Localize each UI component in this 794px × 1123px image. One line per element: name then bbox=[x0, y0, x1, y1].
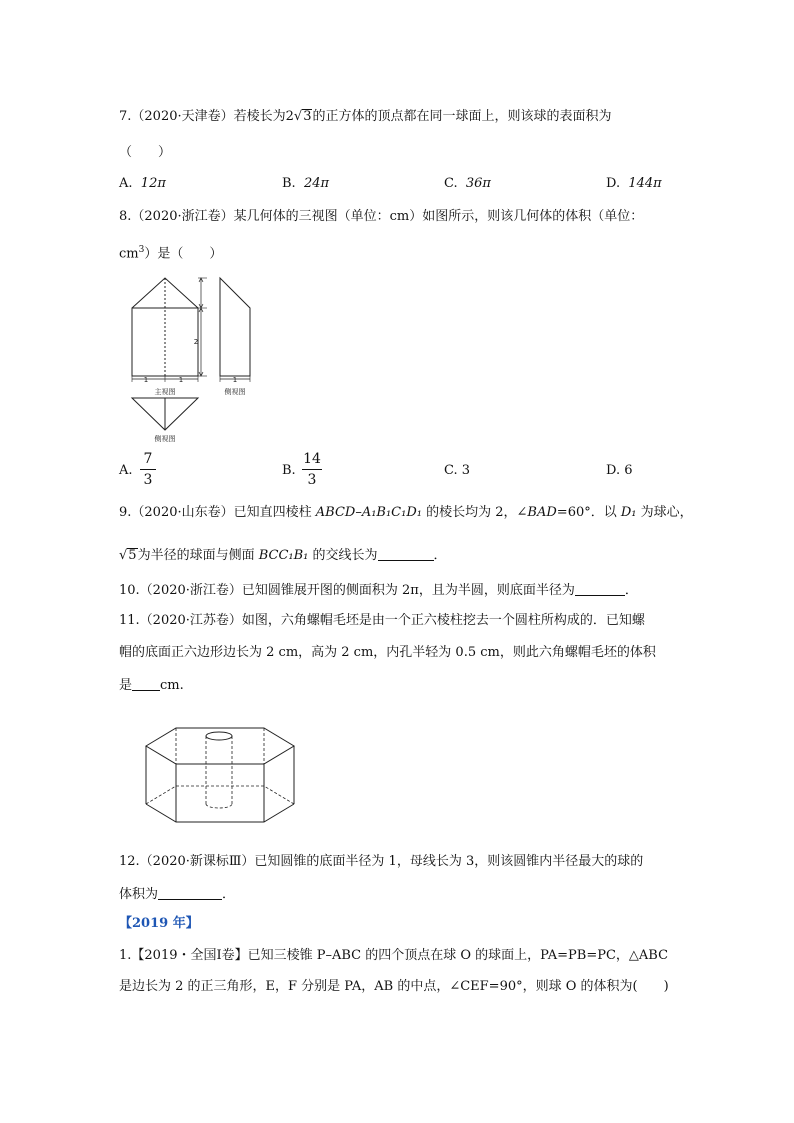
front-view-label: 主视图 bbox=[154, 388, 176, 396]
hex-bottom-hidden bbox=[146, 786, 294, 804]
q8-three-view-figure bbox=[122, 270, 282, 446]
dim-label-2: 2 bbox=[193, 338, 199, 346]
q10-stem: 10.（2020·浙江卷）已知圆锥展开图的侧面积为 2π，且为半圆，则底面半径为 ． bbox=[119, 583, 638, 598]
q11-hex-nut-figure bbox=[140, 722, 300, 834]
cylinder-top-ellipse bbox=[206, 732, 232, 740]
side-view-label: 侧视图 bbox=[224, 388, 246, 396]
hex-top-face bbox=[146, 728, 294, 764]
top-view-label: 侧视图 bbox=[154, 435, 176, 443]
q11-stem-line2: 帽的底面正六边形边长为 2 cm，高为 2 cm，内孔半轻为 0.5 cm，则此六角螺帽毛坯的体积 bbox=[119, 645, 656, 660]
q8-stem-line2: $cm^3$）是（ ） bbox=[119, 245, 223, 262]
q12-stem-line1: 12.（2020·新课标Ⅲ）已知圆锥的底面半径为 1，母线长为 3，则该圆锥内半径最大的球的 bbox=[119, 854, 644, 869]
q12-answer-blank[interactable] bbox=[158, 885, 222, 900]
q1-stem-line2: 是边长为 2 的正三角形，E，F 分别是 PA，AB 的中点，∠CEF=90°，则球 O 的体积为( ) bbox=[119, 979, 669, 994]
q8-option-a-letter[interactable]: A. bbox=[119, 463, 133, 478]
q9-radical-sign: √ bbox=[119, 548, 128, 563]
q9-answer-blank[interactable] bbox=[378, 546, 434, 561]
q8-option-c[interactable]: C. 3 bbox=[444, 463, 471, 478]
q11-stem-line1: 11.（2020·江苏卷）如图，六角螺帽毛坯是由一个正六棱柱挖去一个圆柱所构成的．已知螺 bbox=[119, 613, 645, 628]
dim-label-1b: 1 bbox=[178, 376, 184, 384]
q9-stem-line2: √5为半径的球面与侧面 BCC₁B₁ 的交线长为 ． bbox=[119, 548, 447, 563]
q7-option-c[interactable]: C. 36π bbox=[444, 176, 491, 191]
q9-stem-line1: 9.（2020·山东卷）已知直四棱柱 ABCD–A₁B₁C₁D₁ 的棱长均为 2，∠BAD=60°．以 D₁ 为球心， bbox=[119, 505, 693, 520]
q8-option-b-letter[interactable]: B. bbox=[282, 463, 296, 478]
dim-label-1c: 1 bbox=[232, 376, 238, 384]
section-heading-2019: 【2019 年】 bbox=[119, 916, 199, 931]
dim-label-1a: 1 bbox=[143, 376, 149, 384]
q7-option-a[interactable]: A. 12π bbox=[119, 176, 166, 191]
q1-stem-line1: 1.【2019・全国Ⅰ卷】已知三棱锥 P–ABC 的四个顶点在球 O 的球面上，PA=PB=PC，△ABC bbox=[119, 948, 669, 963]
q7-option-b[interactable]: B. 24π bbox=[282, 176, 330, 191]
q7-answer-paren: （ ） bbox=[119, 145, 172, 160]
q7-coef: 2 bbox=[285, 109, 294, 124]
q8-option-a-fraction[interactable]: 7 3 bbox=[140, 450, 156, 489]
q8-stem-line1: 8.（2020·浙江卷）某几何体的三视图（单位：cm）如图所示，则该几何体的体积（单位： bbox=[119, 209, 644, 224]
q8-option-b-fraction[interactable]: 14 3 bbox=[303, 451, 321, 488]
q11-answer-blank[interactable] bbox=[132, 676, 160, 691]
q7-radicand: 3 bbox=[303, 109, 312, 124]
q7-option-d[interactable]: D. 144π bbox=[606, 176, 662, 191]
side-view-shape bbox=[220, 278, 250, 376]
q12-stem-line2: 体积为 ． bbox=[119, 887, 236, 902]
q7-radical-sign: √ bbox=[293, 109, 303, 124]
q10-answer-blank[interactable] bbox=[575, 581, 625, 596]
hex-bottom-visible bbox=[146, 804, 294, 822]
q11-stem-line3: 是 cm. bbox=[119, 678, 184, 693]
q8-option-d[interactable]: D. 6 bbox=[606, 463, 633, 478]
q7-stem: 7.（2020·天津卷）若棱长为2√3的正方体的顶点都在同一球面上，则该球的表面积为 bbox=[119, 109, 612, 124]
